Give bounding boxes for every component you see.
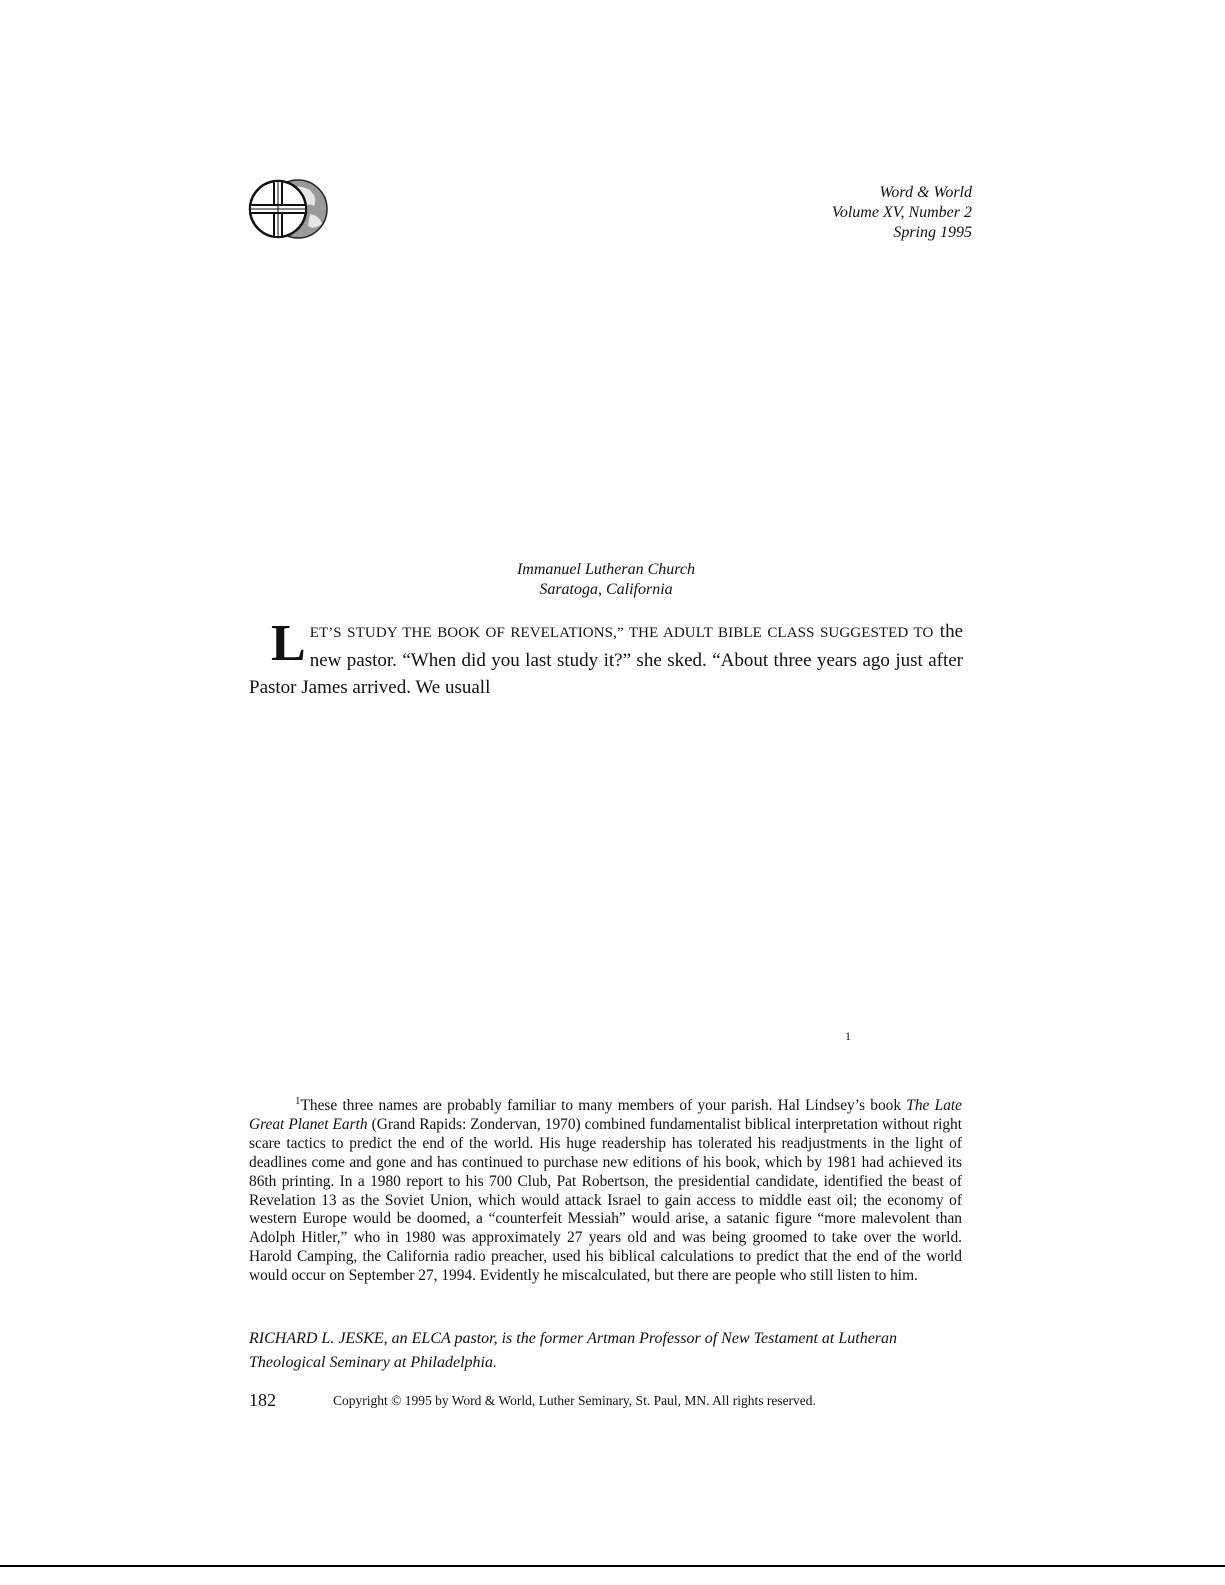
cross-icon <box>250 181 306 237</box>
journal-volume: Volume XV, Number 2 <box>831 204 972 221</box>
author-affiliation <box>0 560 1212 600</box>
church-name: Immanuel Lutheran Church <box>516 561 696 578</box>
journal-name: Word & World <box>879 184 972 201</box>
footnote-text-1: These three names are probably familiar to many members of your parish. Hal Lindsey’s book <box>300 1097 907 1114</box>
lead-in-caps: ET’S STUDY THE BOOK OF REVELATIONS,” THE ADULT BIBLE CLASS SUGGESTED TO <box>309 625 934 641</box>
footnote-number: 1 <box>295 1094 301 1107</box>
author-bio: RICHARD L. JESKE, an ELCA pastor, is the former Artman Professor of New Testament at Lutheran Theological Seminary at Philadelphia. <box>249 1330 898 1371</box>
journal-logo <box>248 178 330 240</box>
drop-cap: L <box>271 615 306 672</box>
opening-body: the new pastor. “When did you last study it?” she sked. “About three years ago just after Pastor James arrived. We usuall <box>249 621 964 698</box>
copyright-notice: Copyright © 1995 by Word & World, Luther Seminary, St. Paul, MN. All rights reserved. <box>333 1393 816 1408</box>
footnote-text-2: (Grand Rapids: Zondervan, 1970) combined fundamentalist biblical interpretation without right scare tactics to predict the end of the world. His huge readership has tolerated his readjustments in the light of deadlines come and gone and has continued to purchase new editions of his book, which by 1981 had achieved its 86th printing. In a 1980 report to his 700 Club, Pat Robertson, the presidential candidate, identified the beast of Revelation 13 as the Soviet Union, which would attack Israel to gain access to middle east oil; the economy of western Europe would be doomed, a “counterfeit Messiah” would arise, a satanic figure “more malevolent than Adolph Hitler,” who in 1980 was approximately 27 years old and was being groomed to take over the world. Harold Camping, the California radio preacher, used his biblical calculations to predict that the end of the world would occur on September 27, 1994. Evidently he miscalculated, but there are people who still listen to him. <box>249 1115 963 1285</box>
page-footer <box>249 1390 963 1412</box>
book-title: The Late Great Planet Earth <box>249 1097 963 1133</box>
bottom-rule <box>0 1565 1225 1567</box>
journal-masthead <box>832 183 972 243</box>
opening-paragraph <box>249 615 964 701</box>
footnote <box>249 1094 963 1286</box>
footnote-reference: 1 <box>845 1029 851 1043</box>
church-location: Saratoga, California <box>539 581 673 598</box>
journal-issue: Spring 1995 <box>893 224 972 241</box>
page-number: 182 <box>249 1390 276 1410</box>
